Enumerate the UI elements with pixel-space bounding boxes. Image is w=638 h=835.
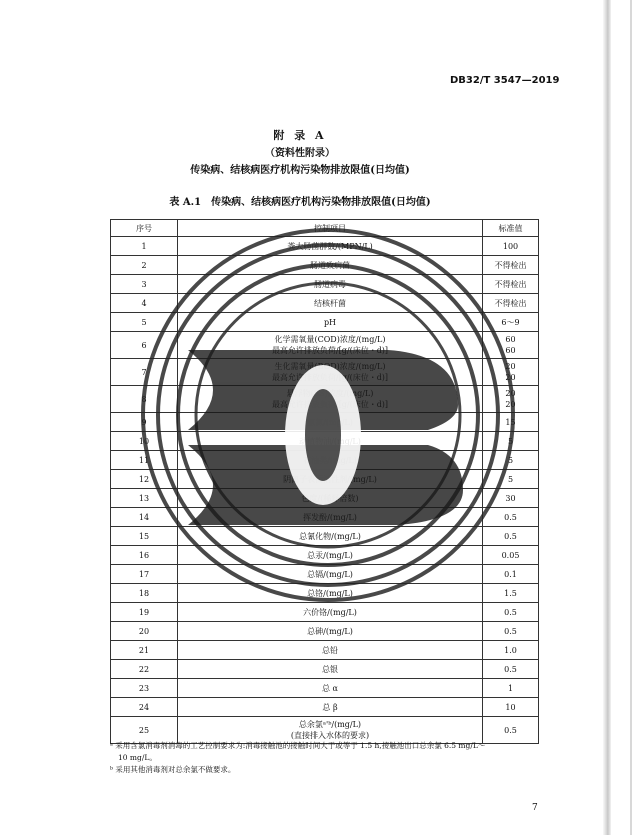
header-no: 序号 [111,220,178,237]
row-item [178,641,483,660]
row-value-line: 100 [502,241,519,251]
row-number: 23 [111,679,178,698]
row-value-line: 1.0 [504,645,517,655]
row-item [178,660,483,679]
table-row [111,679,539,698]
row-number: 16 [111,546,178,565]
row-value [483,660,539,679]
row-number: 10 [111,432,178,451]
row-item-line: (直接排入水体的要求) [290,731,370,740]
row-number: 13 [111,489,178,508]
page-number: 7 [532,803,538,813]
row-number: 6 [111,332,178,359]
row-value-line: 5 [507,455,514,465]
row-number: 17 [111,565,178,584]
row-number: 22 [111,660,178,679]
row-item [178,679,483,698]
table-row [111,641,539,660]
table-title: 表 A.1 传染病、结核病医疗机构污染物排放限值(日均值) [169,197,431,208]
header-item: 控制项目 [178,220,483,237]
row-number: 7 [111,359,178,386]
row-value-line: 1 [507,683,514,693]
row-item-line: 总镉/(mg/L) [307,569,353,579]
table-row [111,622,539,641]
row-item-line: 总 β [322,702,338,712]
row-value-line: 30 [505,493,516,503]
row-value-line: 20 [505,389,516,398]
row-number: 24 [111,698,178,717]
row-number: 2 [111,256,178,275]
row-item-line: 肠道病毒 [314,279,346,289]
standard-code: DB32/T 3547—2019 [450,75,560,86]
row-value-line: 0.5 [504,725,517,735]
row-value-line: 0.5 [504,607,517,617]
row-item-line: 总砷/(mg/L) [307,626,353,636]
row-item-line: 总氰化物/(mg/L) [299,531,361,541]
row-number: 14 [111,508,178,527]
row-item-line: 肠道致病菌 [310,260,350,270]
row-number: 5 [111,313,178,332]
row-value-line: 0.5 [504,626,517,636]
row-value-line: 1.5 [504,588,517,598]
row-number: 3 [111,275,178,294]
row-number: 8 [111,386,178,413]
row-value-line: 不得检出 [494,279,527,289]
row-value-line: 60 [505,346,516,355]
table-notes [110,740,550,776]
row-number: 9 [111,413,178,432]
row-item-line: 六价铬/(mg/L) [303,607,357,617]
row-value-line: 5 [507,436,514,446]
row-value-line: 6～9 [501,317,520,327]
watermark-logo [128,215,528,615]
row-item-line: 化学需氧量(COD)浓度/(mg/L) [274,335,386,344]
row-value-line: 不得检出 [494,298,527,308]
row-value-line: 20 [505,362,516,371]
row-item-line: 结核杆菌 [314,298,346,308]
row-item-line: pH [323,317,337,327]
row-value-line: 20 [505,400,516,409]
table-row [111,698,539,717]
row-value [483,622,539,641]
row-value [483,641,539,660]
row-value-line: 20 [505,373,516,382]
row-item-line: 总银 [322,664,338,674]
row-value-line: 0.5 [504,664,517,674]
row-value [483,679,539,698]
row-item [178,622,483,641]
row-value-line: 10 [505,702,516,712]
row-item-line: 总 α [322,683,338,693]
row-value-line: 0.5 [504,531,517,541]
row-value-line: 15 [505,417,516,427]
row-number: 20 [111,622,178,641]
row-item [178,698,483,717]
row-item-line: 总汞/(mg/L) [307,550,353,560]
row-number: 19 [111,603,178,622]
row-value-line: 0.05 [501,550,520,560]
scan-edge-line [630,0,632,835]
row-value-line: 0.5 [504,512,517,522]
note-a-line2: 10 mg/L。 [118,753,157,762]
annex-name: 传染病、结核病医疗机构污染物排放限值(日均值) [190,165,410,176]
row-item-line: 总铅 [322,645,338,655]
row-number: 25 [111,717,178,744]
row-value [483,698,539,717]
scan-edge-shadow [603,0,611,835]
annex-title: 附 录 A [273,129,327,142]
table-row [111,660,539,679]
row-item-line: 粪大肠菌群数/(MPN/L) [287,241,373,251]
row-value-line: 5 [507,474,514,484]
row-item-line: 总铬/(mg/L) [307,588,353,598]
row-value-line: 0.1 [504,569,517,579]
row-number: 1 [111,237,178,256]
row-number: 4 [111,294,178,313]
note-a-line1: ᵃ 采用含氯消毒剂消毒的工艺控制要求为:消毒接触池的接触时间大于或等于 1.5 h,接触池出口总余氯 6.5 mg/L～ [110,741,486,750]
row-number: 21 [111,641,178,660]
row-item-line: 总余氯ᵃ'ᵇ/(mg/L) [298,720,362,729]
row-number: 11 [111,451,178,470]
row-value-line: 60 [505,335,516,344]
row-number: 15 [111,527,178,546]
annex-subtitle: （资料性附录） [265,148,335,159]
row-number: 18 [111,584,178,603]
row-number: 12 [111,470,178,489]
row-value-line: 不得检出 [494,260,527,270]
note-b: ᵇ 采用其他消毒剂对总余氯不做要求。 [110,765,236,774]
header-value: 标准值 [483,220,539,237]
